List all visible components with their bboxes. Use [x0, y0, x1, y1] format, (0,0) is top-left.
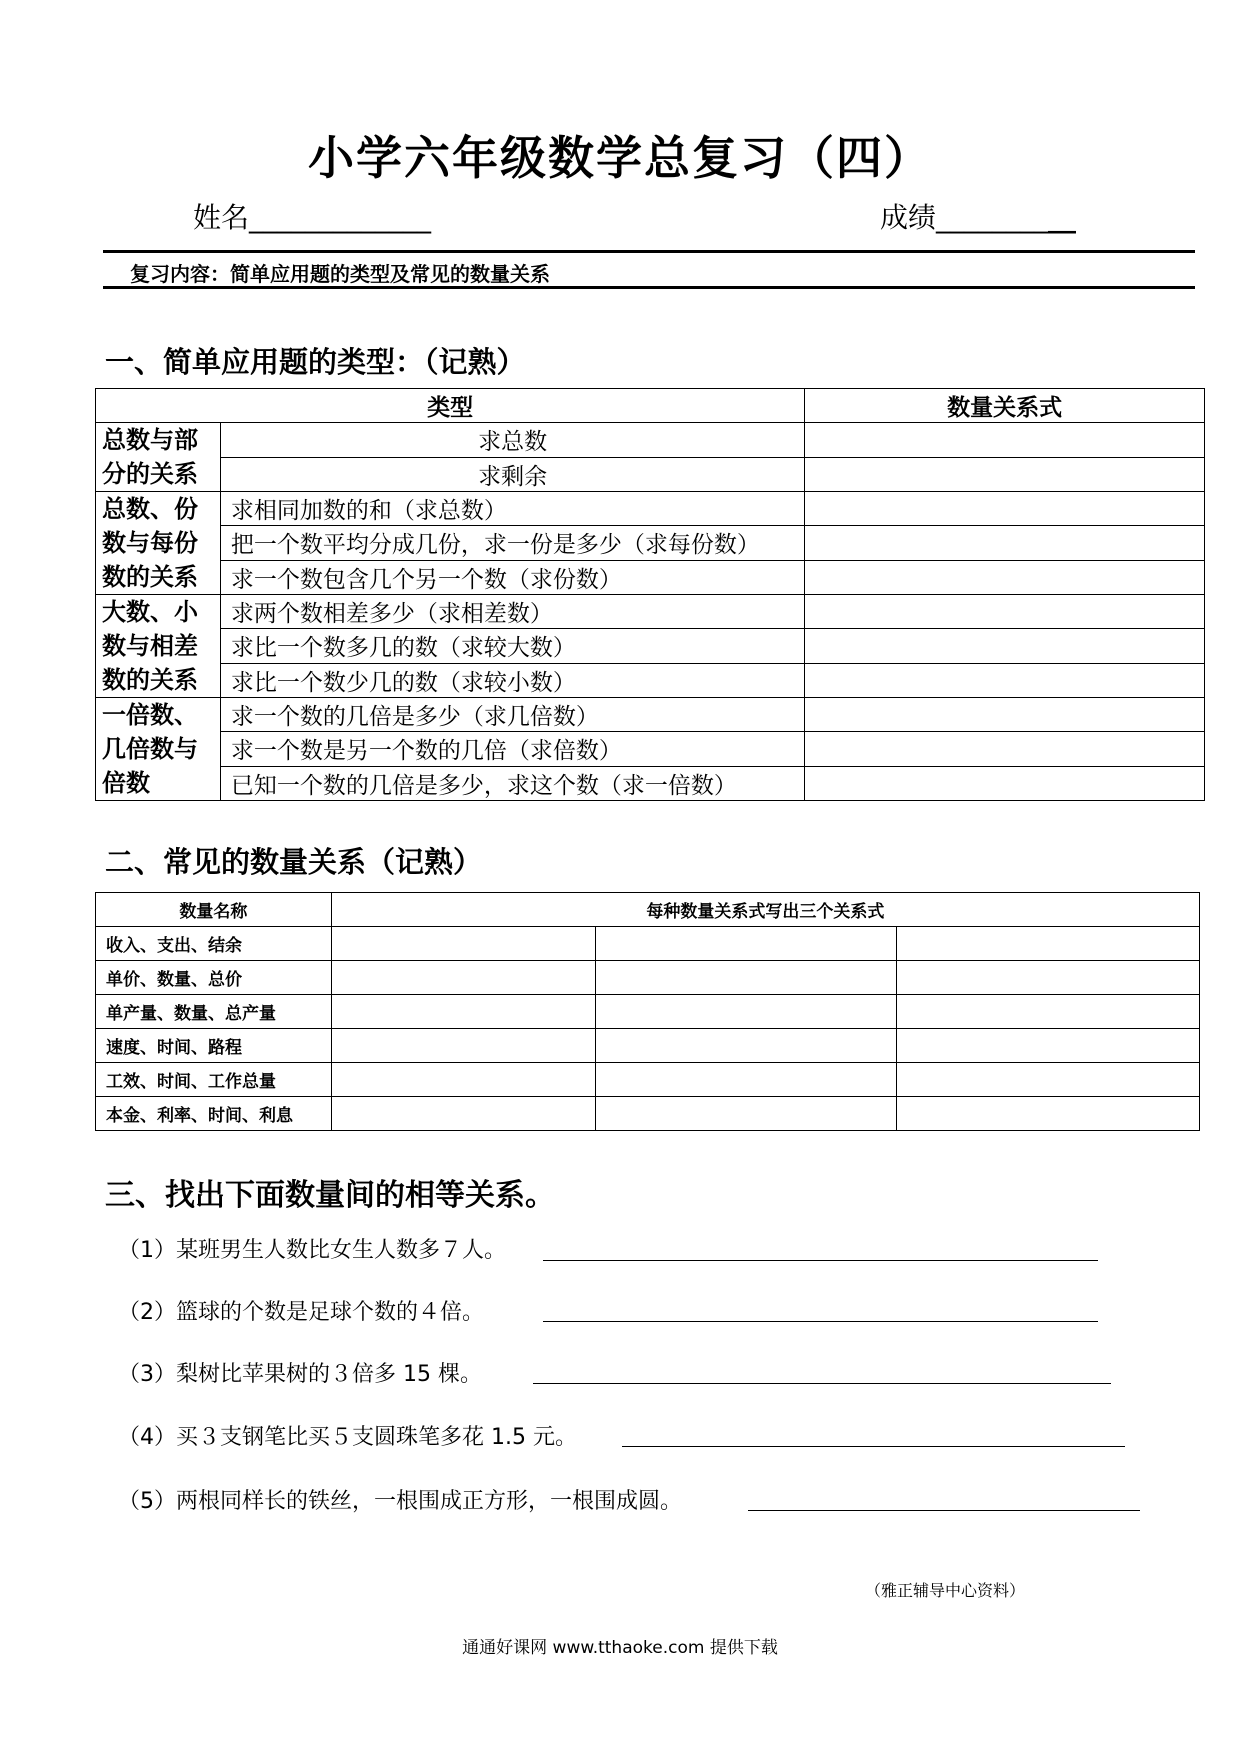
- table-row: [96, 1029, 1200, 1063]
- table-row: [96, 560, 1205, 594]
- table-row: [96, 629, 1205, 663]
- type-cell: 求比一个数多几的数（求较大数）: [220, 629, 804, 663]
- group-label: 总数与部分的关系: [96, 423, 221, 492]
- section2-heading: 二、常见的数量关系（记熟）: [105, 845, 483, 879]
- formula-cell: [805, 492, 1205, 526]
- type-cell: 已知一个数的几倍是多少，求这个数（求一倍数）: [220, 766, 804, 800]
- quantity-name: 速度、时间、路程: [96, 1029, 332, 1063]
- table-row: [96, 995, 1200, 1029]
- formula-cell: [805, 663, 1205, 697]
- quantity-name: 收入、支出、结余: [96, 927, 332, 961]
- type-cell: 求两个数相差多少（求相差数）: [220, 595, 804, 629]
- score-label: 成绩________: [880, 201, 1049, 234]
- table-row: [96, 526, 1205, 560]
- table-row: [96, 492, 1205, 526]
- blank-cell: [331, 995, 595, 1029]
- blank-cell: [331, 1097, 595, 1131]
- section1-heading: 一、简单应用题的类型：（记熟）: [105, 345, 526, 379]
- type-cell: 求总数: [220, 423, 804, 458]
- blank-cell: [897, 1097, 1200, 1131]
- table-row: [96, 1063, 1200, 1097]
- formula-cell: [805, 698, 1205, 732]
- quantity-name: 工效、时间、工作总量: [96, 1063, 332, 1097]
- blank-cell: [595, 1029, 897, 1063]
- col-type: 类型: [96, 389, 805, 423]
- formula-cell: [805, 457, 1205, 492]
- group-label: 大数、小数与相差数的关系: [96, 595, 221, 698]
- col-formula: 数量关系式: [805, 389, 1205, 423]
- footer-text: 通通好课网 www.tthaoke.com 提供下载: [462, 1638, 778, 1658]
- type-cell: 求一个数是另一个数的几倍（求倍数）: [220, 732, 804, 766]
- formula-cell: [805, 560, 1205, 594]
- table-row: [96, 423, 1205, 458]
- formula-cell: [805, 595, 1205, 629]
- blank-cell: [331, 1029, 595, 1063]
- problem-types-table: [95, 388, 1205, 801]
- score-suffix: __: [1048, 201, 1077, 234]
- section3-heading: 三、找出下面数量间的相等关系。: [105, 1178, 555, 1213]
- page-title: 小学六年级数学总复习（四）: [308, 131, 932, 185]
- table-row: [96, 766, 1205, 800]
- answer-line-2: [543, 1321, 1098, 1322]
- answer-line-4: [622, 1446, 1125, 1447]
- blank-cell: [897, 1063, 1200, 1097]
- formula-cell: [805, 526, 1205, 560]
- blank-cell: [897, 995, 1200, 1029]
- formula-cell: [805, 629, 1205, 663]
- quantity-name: 单产量、数量、总产量: [96, 995, 332, 1029]
- col-name: 数量名称: [96, 893, 332, 927]
- table-row: [96, 927, 1200, 961]
- type-cell: 求相同加数的和（求总数）: [220, 492, 804, 526]
- table-row: [96, 1097, 1200, 1131]
- table-row: [96, 732, 1205, 766]
- name-field: 姓名_____________: [193, 201, 432, 234]
- group-label: 总数、份数与每份数的关系: [96, 492, 221, 595]
- table-row: [96, 457, 1205, 492]
- question-1: （1）某班男生人数比女生人数多７人。: [118, 1238, 506, 1263]
- blank-cell: [331, 1063, 595, 1097]
- blank-cell: [897, 1029, 1200, 1063]
- blank-cell: [897, 961, 1200, 995]
- formula-cell: [805, 423, 1205, 458]
- quantity-name: 本金、利率、时间、利息: [96, 1097, 332, 1131]
- table-header-row: [96, 893, 1200, 927]
- table-header-row: [96, 389, 1205, 423]
- answer-line-5: [748, 1510, 1140, 1511]
- type-cell: 求比一个数少几的数（求较小数）: [220, 663, 804, 697]
- col-formulas: 每种数量关系式写出三个关系式: [331, 893, 1199, 927]
- formula-cell: [805, 732, 1205, 766]
- answer-line-3: [533, 1383, 1111, 1384]
- answer-line-1: [543, 1260, 1098, 1261]
- type-cell: 求一个数的几倍是多少（求几倍数）: [220, 698, 804, 732]
- blank-cell: [595, 995, 897, 1029]
- question-4: （4）买３支钢笔比买５支圆珠笔多花 1.5 元。: [118, 1425, 577, 1450]
- header-rule-bottom: [103, 286, 1195, 289]
- header-rule-top: [103, 250, 1195, 253]
- blank-cell: [595, 1097, 897, 1131]
- table-row: [96, 698, 1205, 732]
- type-cell: 求剩余: [220, 457, 804, 492]
- blank-cell: [331, 961, 595, 995]
- blank-cell: [595, 1063, 897, 1097]
- review-content: 复习内容：简单应用题的类型及常见的数量关系: [130, 262, 550, 286]
- question-3: （3）梨树比苹果树的３倍多 15 棵。: [118, 1362, 482, 1387]
- quantity-relations-table: [95, 892, 1200, 1131]
- score-field: [880, 196, 1076, 236]
- blank-cell: [595, 961, 897, 995]
- table-row: [96, 961, 1200, 995]
- type-cell: 求一个数包含几个另一个数（求份数）: [220, 560, 804, 594]
- blank-cell: [897, 927, 1200, 961]
- source-credit: （雅正辅导中心资料）: [865, 1581, 1026, 1600]
- group-label: 一倍数、几倍数与倍数: [96, 698, 221, 801]
- blank-cell: [331, 927, 595, 961]
- table-row: [96, 595, 1205, 629]
- question-2: （2）篮球的个数是足球个数的４倍。: [118, 1300, 484, 1325]
- formula-cell: [805, 766, 1205, 800]
- type-cell: 把一个数平均分成几份，求一份是多少（求每份数）: [220, 526, 804, 560]
- quantity-name: 单价、数量、总价: [96, 961, 332, 995]
- blank-cell: [595, 927, 897, 961]
- question-5: （5）两根同样长的铁丝，一根围成正方形，一根围成圆。: [118, 1489, 682, 1514]
- table-row: [96, 663, 1205, 697]
